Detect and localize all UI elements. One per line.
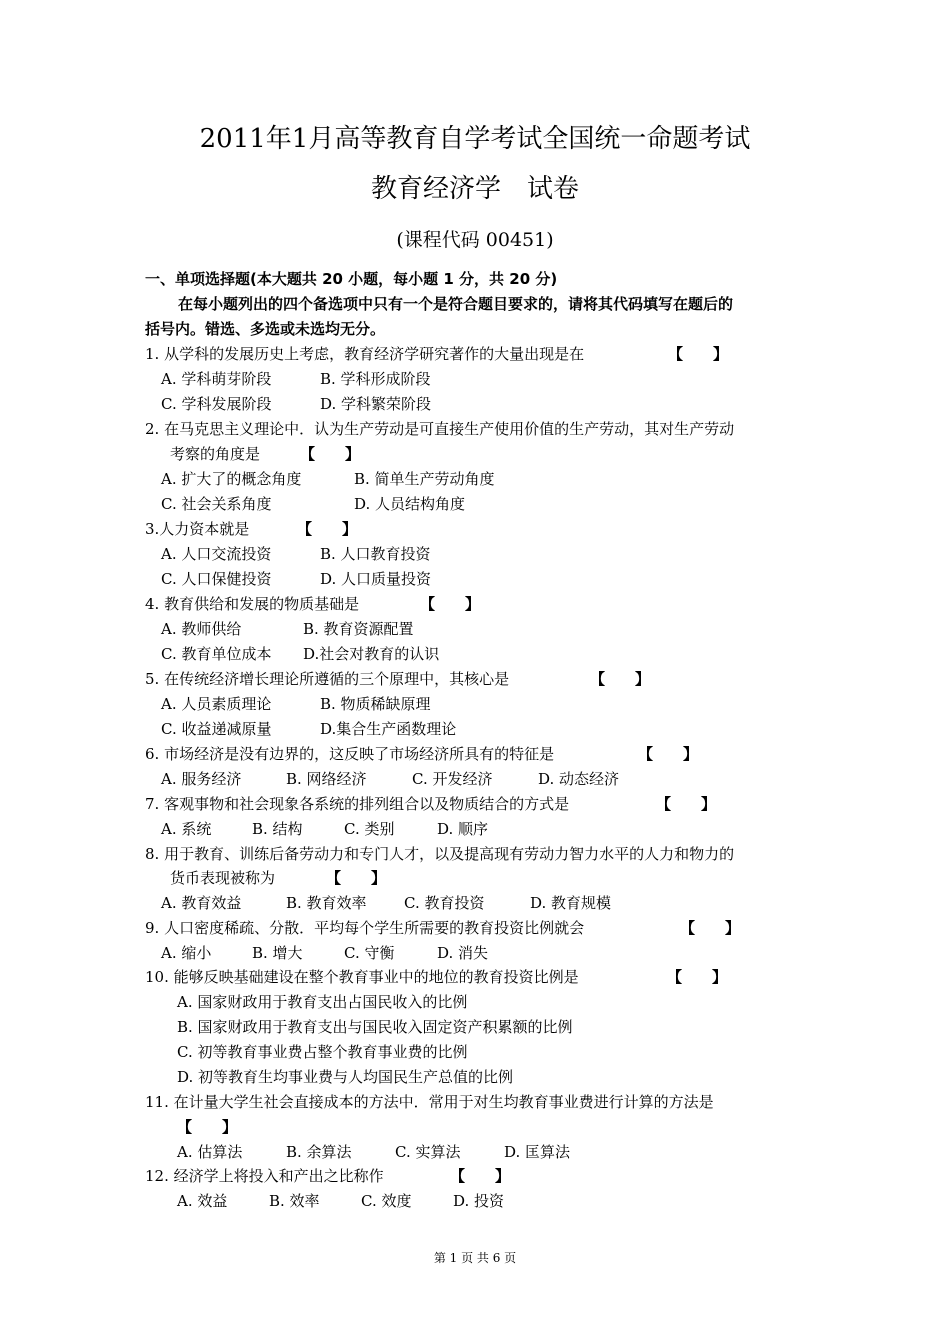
question-12-option-c: C. 效度 xyxy=(361,1192,412,1210)
question-8-blank: 【 】 xyxy=(326,869,387,887)
question-3-blank: 【 】 xyxy=(297,520,358,538)
question-4-option-c: C. 教育单位成本 xyxy=(161,645,272,663)
question-10-option-a: A. 国家财政用于教育支出占国民收入的比例 xyxy=(177,993,468,1011)
question-11-stem: 11. 在计量大学生社会直接成本的方法中．常用于对生均教育事业费进行计算的方法是 xyxy=(145,1093,714,1111)
question-5-option-c: C. 收益递减原量 xyxy=(161,720,272,738)
question-2-option-c: C. 社会关系角度 xyxy=(161,495,272,513)
question-6-stem: 6. 市场经济是没有边界的，这反映了市场经济所具有的特征是 xyxy=(145,745,555,763)
question-3-stem: 3.人力资本就是 xyxy=(145,520,250,538)
instruction-line-1: 在每小题列出的四个备选项中只有一个是符合题目要求的，请将其代码填写在题后的 xyxy=(178,295,734,313)
question-12-option-a: A. 效益 xyxy=(177,1192,228,1210)
question-1-option-d: D. 学科繁荣阶段 xyxy=(320,395,432,413)
question-7-option-b: B. 结构 xyxy=(252,820,303,838)
question-6-option-c: C. 开发经济 xyxy=(412,770,493,788)
exam-title: 2011年1月高等教育自学考试全国统一命题考试 xyxy=(199,124,751,154)
question-3-option-a: A. 人口交流投资 xyxy=(161,545,272,563)
exam-subtitle: 教育经济学 试卷 xyxy=(370,174,579,204)
question-4-option-b: B. 教育资源配置 xyxy=(303,620,414,638)
question-9-stem: 9. 人口密度稀疏、分散．平均每个学生所需要的教育投资比例就会 xyxy=(145,919,585,937)
question-1-option-c: C. 学科发展阶段 xyxy=(161,395,272,413)
question-4-stem: 4. 教育供给和发展的物质基础是 xyxy=(145,595,360,613)
question-3-option-d: D. 人口质量投资 xyxy=(320,570,432,588)
page-footer: 第 1 页 共 6 页 xyxy=(433,1251,517,1265)
question-10-option-d: D. 初等教育生均事业费与人均国民生产总值的比例 xyxy=(177,1068,514,1086)
question-1-blank: 【 】 xyxy=(668,345,729,363)
question-8-option-d: D. 教育规模 xyxy=(530,894,612,912)
question-1-stem: 1. 从学科的发展历史上考虑，教育经济学研究著作的大量出现是在 xyxy=(145,345,585,363)
question-12-blank: 【 】 xyxy=(450,1167,511,1185)
question-12-option-b: B. 效率 xyxy=(269,1192,320,1210)
question-5-stem: 5. 在传统经济增长理论所遵循的三个原理中，其核心是 xyxy=(145,670,510,688)
question-6-option-d: D. 动态经济 xyxy=(538,770,620,788)
question-9-option-c: C. 守衡 xyxy=(344,944,395,962)
question-7-option-d: D. 顺序 xyxy=(437,820,489,838)
question-11-option-a: A. 估算法 xyxy=(177,1143,243,1161)
question-6-option-a: A. 服务经济 xyxy=(161,770,242,788)
question-2-option-d: D. 人员结构角度 xyxy=(354,495,466,513)
question-9-option-b: B. 增大 xyxy=(252,944,303,962)
question-11-blank: 【 】 xyxy=(177,1118,238,1136)
question-6-option-b: B. 网络经济 xyxy=(286,770,367,788)
question-11-option-d: D. 匡算法 xyxy=(504,1143,571,1161)
question-2-option-b: B. 简单生产劳动角度 xyxy=(354,470,495,488)
question-4-option-d: D.社会对教育的认识 xyxy=(303,645,440,663)
question-4-blank: 【 】 xyxy=(420,595,481,613)
question-7-blank: 【 】 xyxy=(656,795,717,813)
question-3-option-c: C. 人口保健投资 xyxy=(161,570,272,588)
question-6-blank: 【 】 xyxy=(638,745,699,763)
instruction-line-2: 括号内。错选、多选或未选均无分。 xyxy=(145,320,386,338)
question-2-blank: 【 】 xyxy=(300,445,361,463)
question-11-option-c: C. 实算法 xyxy=(395,1143,461,1161)
question-5-option-b: B. 物质稀缺原理 xyxy=(320,695,431,713)
question-12-stem: 12. 经济学上将投入和产出之比称作 xyxy=(145,1167,384,1185)
question-8-option-c: C. 教育投资 xyxy=(404,894,485,912)
question-4-option-a: A. 教师供给 xyxy=(161,620,242,638)
question-5-option-a: A. 人员素质理论 xyxy=(161,695,272,713)
question-9-blank: 【 】 xyxy=(680,919,741,937)
question-9-option-d: D. 消失 xyxy=(437,944,489,962)
course-code: (课程代码 00451) xyxy=(396,229,554,251)
question-2-option-a: A. 扩大了的概念角度 xyxy=(161,470,302,488)
section-heading: 一、单项选择题(本大题共 20 小题，每小题 1 分，共 20 分) xyxy=(145,270,558,288)
question-7-option-c: C. 类别 xyxy=(344,820,395,838)
question-12-option-d: D. 投资 xyxy=(453,1192,505,1210)
question-10-option-b: B. 国家财政用于教育支出与国民收入固定资产积累额的比例 xyxy=(177,1018,573,1036)
question-5-option-d: D.集合生产函数理论 xyxy=(320,720,457,738)
question-1-option-a: A. 学科萌芽阶段 xyxy=(161,370,272,388)
question-5-blank: 【 】 xyxy=(590,670,651,688)
question-8-stem-cont: 货币表现被称为 xyxy=(170,869,276,887)
question-10-stem: 10. 能够反映基础建设在整个教育事业中的地位的教育投资比例是 xyxy=(145,968,579,986)
question-7-option-a: A. 系统 xyxy=(161,820,212,838)
question-2-stem: 2. 在马克思主义理论中．认为生产劳动是可直接生产使用价值的生产劳动，其对生产劳动 xyxy=(145,420,735,438)
question-8-option-b: B. 教育效率 xyxy=(286,894,367,912)
question-10-blank: 【 】 xyxy=(667,968,728,986)
question-11-option-b: B. 余算法 xyxy=(286,1143,352,1161)
question-9-option-a: A. 缩小 xyxy=(161,944,212,962)
question-10-option-c: C. 初等教育事业费占整个教育事业费的比例 xyxy=(177,1043,468,1061)
question-3-option-b: B. 人口教育投资 xyxy=(320,545,431,563)
question-1-option-b: B. 学科形成阶段 xyxy=(320,370,431,388)
question-2-stem-cont: 考察的角度是 xyxy=(170,445,261,463)
question-8-option-a: A. 教育效益 xyxy=(161,894,242,912)
question-7-stem: 7. 客观事物和社会现象各系统的排列组合以及物质结合的方式是 xyxy=(145,795,570,813)
question-8-stem: 8. 用于教育、训练后备劳动力和专门人才，以及提高现有劳动力智力水平的人力和物力的 xyxy=(145,845,735,863)
